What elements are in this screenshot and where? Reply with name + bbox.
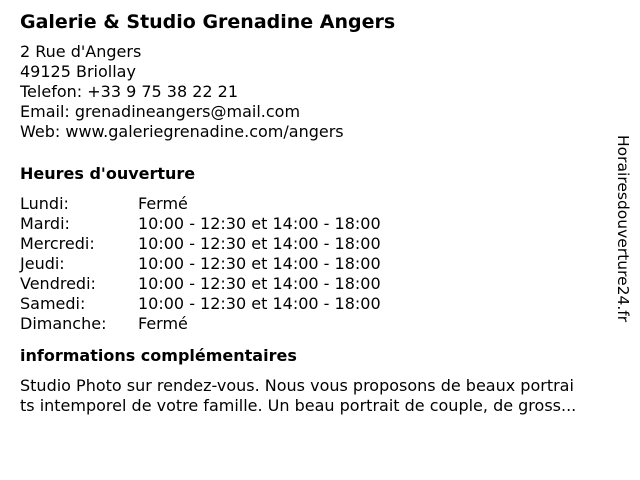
hours-row-lundi (20, 194, 620, 214)
phone-line: Telefon: +33 9 75 38 22 21 (20, 82, 239, 101)
hours-row-jeudi (20, 254, 620, 274)
additional-info-line-1: Studio Photo sur rendez-vous. Nous vous proposons de beaux portrai (20, 376, 574, 395)
hours-row-vendredi (20, 274, 620, 294)
site-watermark: Horairesdouverture24.fr (614, 135, 632, 323)
day-hours: Fermé (138, 314, 188, 333)
address-city: 49125 Briollay (20, 62, 136, 81)
additional-info-line-2: ts intemporel de votre famille. Un beau portrait de couple, de gross... (20, 396, 577, 415)
day-hours: Fermé (138, 194, 188, 213)
day-label: Mercredi: (20, 234, 95, 253)
day-label: Samedi: (20, 294, 86, 313)
opening-hours-table (20, 194, 620, 334)
day-hours: 10:00 - 12:30 et 14:00 - 18:00 (138, 294, 381, 313)
address-block (20, 42, 620, 142)
email-line: Email: grenadineangers@mail.com (20, 102, 301, 121)
business-card (20, 10, 620, 416)
day-label: Lundi: (20, 194, 69, 213)
address-street: 2 Rue d'Angers (20, 42, 142, 61)
hours-row-mardi (20, 214, 620, 234)
additional-info-heading: informations complémentaires (20, 346, 297, 365)
hours-row-samedi (20, 294, 620, 314)
opening-hours-heading: Heures d'ouverture (20, 164, 196, 183)
day-label: Mardi: (20, 214, 70, 233)
day-hours: 10:00 - 12:30 et 14:00 - 18:00 (138, 274, 381, 293)
hours-row-dimanche (20, 314, 620, 334)
day-hours: 10:00 - 12:30 et 14:00 - 18:00 (138, 254, 381, 273)
business-title: Galerie & Studio Grenadine Angers (20, 11, 396, 33)
web-line: Web: www.galeriegrenadine.com/angers (20, 122, 344, 141)
day-label: Dimanche: (20, 314, 107, 333)
day-label: Vendredi: (20, 274, 96, 293)
day-hours: 10:00 - 12:30 et 14:00 - 18:00 (138, 234, 381, 253)
day-hours: 10:00 - 12:30 et 14:00 - 18:00 (138, 214, 381, 233)
hours-row-mercredi (20, 234, 620, 254)
day-label: Jeudi: (20, 254, 65, 273)
